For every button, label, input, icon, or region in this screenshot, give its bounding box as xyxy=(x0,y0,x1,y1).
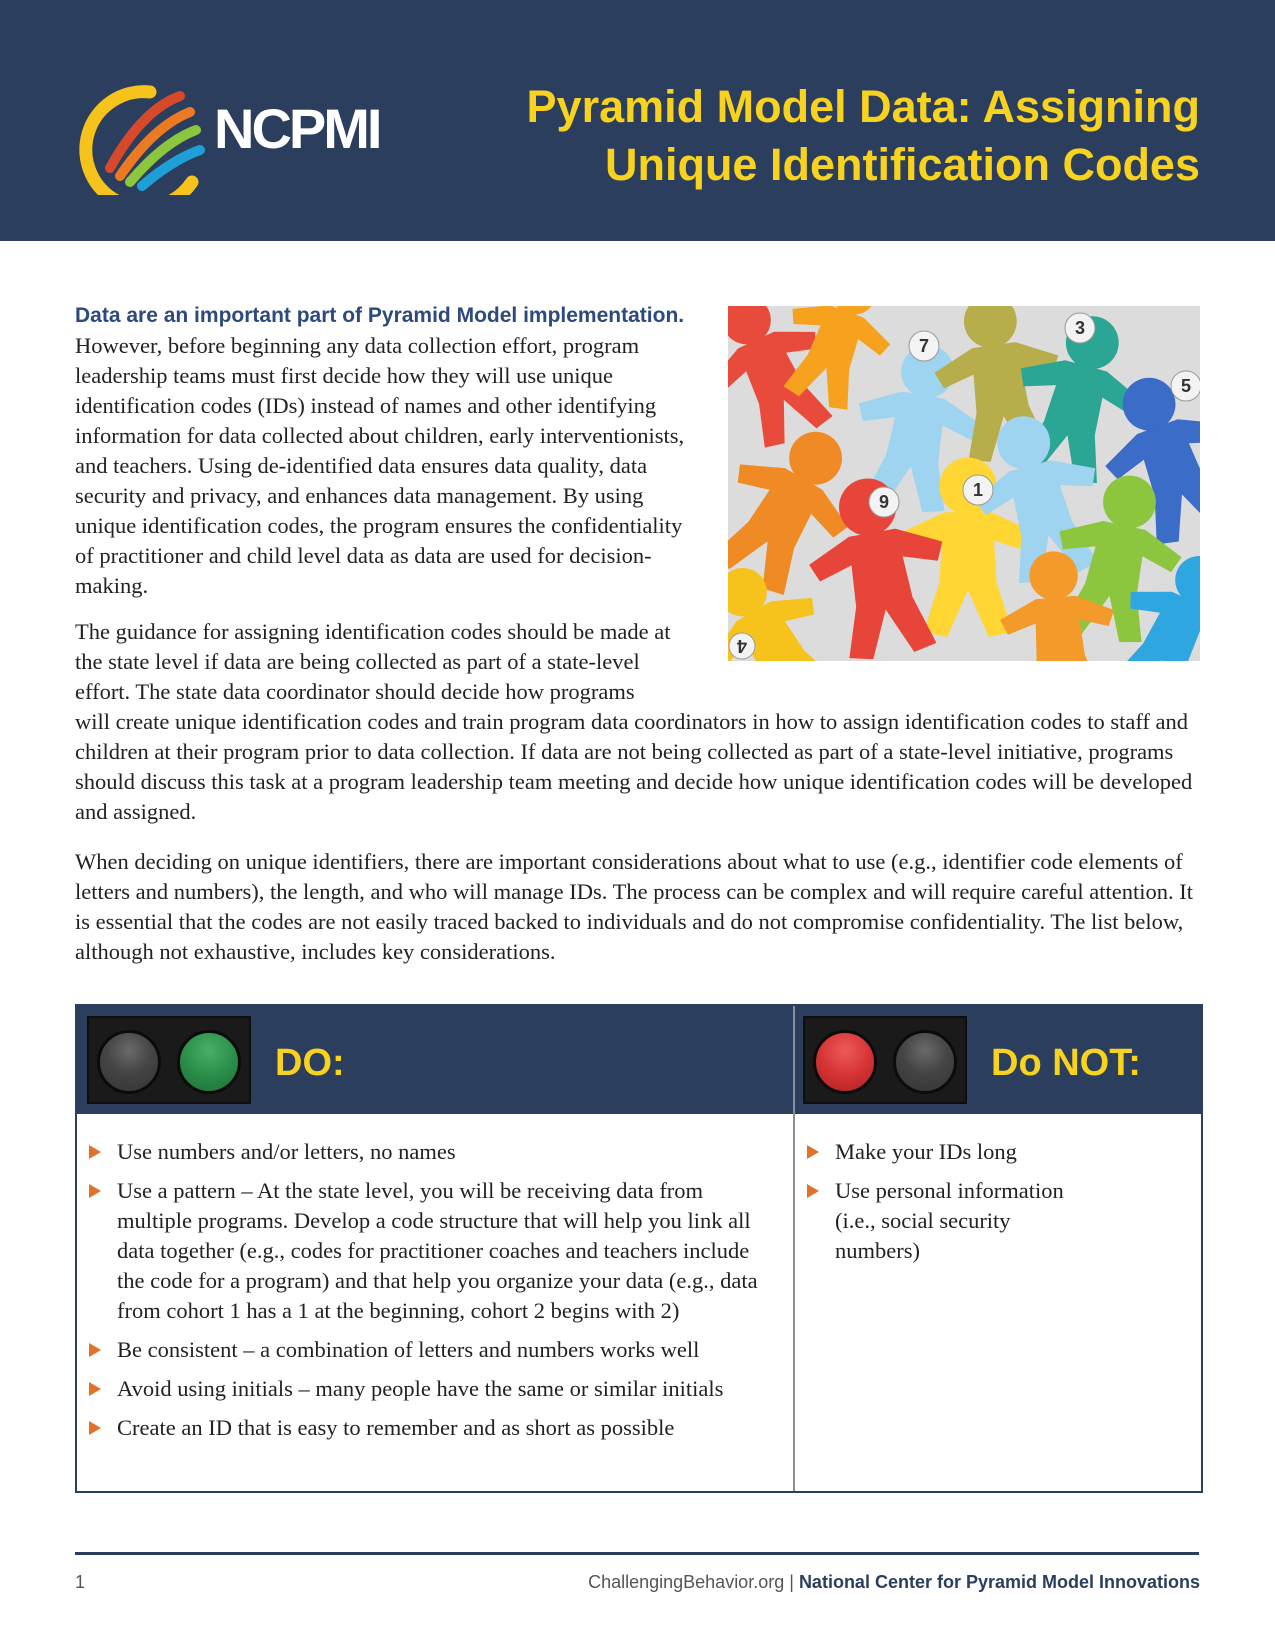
footer-org-name: National Center for Pyramid Model Innovations xyxy=(798,1572,1200,1592)
do-donot-box xyxy=(75,1004,1203,1493)
intro-p2-part1: The guidance for assigning identification codes should be made at the state level if data are being collected as part of a state-level effort. The state data coordinator should decide how programs xyxy=(75,619,671,704)
header-banner xyxy=(0,0,1275,241)
triangle-bullet-icon xyxy=(89,1184,101,1198)
title-line-1: Pyramid Model Data: Assigning xyxy=(526,81,1200,132)
do-list xyxy=(77,1137,777,1452)
badge-1: 1 xyxy=(972,480,984,500)
footer-site-link[interactable]: ChallengingBehavior.org xyxy=(588,1572,785,1592)
page-title xyxy=(440,78,1200,194)
intro-paragraph-2 xyxy=(75,617,1205,827)
list-item: Be consistent – a combination of letters and numbers works well xyxy=(77,1335,777,1365)
intro-p2-part2: will create unique identification codes and train program data coordinators in how to assign identification codes to staff and children at their program prior to data collection. If data are not being collected as part of a state-level initiative, programs should discuss this task at a program leadership team meeting and decide how unique identification codes will be developed and assigned. xyxy=(75,709,1193,824)
footer-separator: | xyxy=(789,1572,794,1592)
intro-body: However, before beginning any data collection effort, program leadership teams must first decide how they will use unique identification codes (IDs) instead of names and other identifying information for data collected about children, early interventionists, and teachers. Using de-identified data ensures data quality, data security and privacy, and enhances data management. By using unique identification codes, the program ensures the confidentiality of practitioner and child level data as data are used for decision-making. xyxy=(75,333,685,598)
triangle-bullet-icon xyxy=(89,1382,101,1396)
footer-credit xyxy=(588,1572,1200,1593)
stop-traffic-light-icon xyxy=(803,1016,967,1104)
list-item: Use numbers and/or letters, no names xyxy=(77,1137,777,1167)
list-item: Use a pattern – At the state level, you will be receiving data from multiple programs. Develop a code structure that will help you link all data together (e.g., codes for practitioner coaches and teachers include the code for a program) and that help you organize your data (e.g., data from cohort 1 has a 1 at the beginning, cohort 2 begins with 2) xyxy=(77,1176,777,1326)
list-item: Make your IDs long xyxy=(795,1137,1085,1167)
unlit-lamp-icon xyxy=(97,1030,161,1094)
page-number: 1 xyxy=(75,1572,86,1592)
triangle-bullet-icon xyxy=(807,1145,819,1159)
donot-list xyxy=(795,1137,1085,1275)
badge-4: 4 xyxy=(736,636,748,656)
green-lamp-icon xyxy=(177,1030,241,1094)
intro-paragraph-3: When deciding on unique identifiers, there are important considerations about what to use (e.g., identifier code elements of letters and numbers), the length, and who will manage IDs. The process can be complex and will require careful attention. It is essential that the codes are not easily traced backed to individuals and do not compromise confidentiality. The list below, although not exhaustive, includes key considerations. xyxy=(75,849,1193,964)
triangle-bullet-icon xyxy=(89,1343,101,1357)
footer-rule xyxy=(75,1552,1199,1555)
title-line-2: Unique Identification Codes xyxy=(604,139,1200,190)
intro-lead: Data are an important part of Pyramid Model implementation. xyxy=(75,304,685,327)
red-lamp-icon xyxy=(813,1030,877,1094)
logo-wordmark: NCPMI xyxy=(214,97,380,160)
unlit-lamp-icon xyxy=(893,1030,957,1094)
badge-5: 5 xyxy=(1180,376,1192,396)
intro-paragraph-1 xyxy=(75,300,700,601)
paper-people-illustration xyxy=(728,306,1200,661)
triangle-bullet-icon xyxy=(807,1184,819,1198)
list-item: Create an ID that is easy to remember and as short as possible xyxy=(77,1413,777,1443)
list-item: Avoid using initials – many people have the same or similar initials xyxy=(77,1374,777,1404)
badge-7: 7 xyxy=(918,336,930,356)
donot-title: Do NOT: xyxy=(991,1042,1141,1084)
badge-3: 3 xyxy=(1074,318,1086,338)
list-item: Use personal information (i.e., social security numbers) xyxy=(795,1176,1085,1266)
triangle-bullet-icon xyxy=(89,1145,101,1159)
badge-9: 9 xyxy=(878,492,890,512)
go-traffic-light-icon xyxy=(87,1016,251,1104)
paper-people-photo xyxy=(728,306,1200,661)
triangle-bullet-icon xyxy=(89,1421,101,1435)
do-title: DO: xyxy=(275,1042,345,1084)
